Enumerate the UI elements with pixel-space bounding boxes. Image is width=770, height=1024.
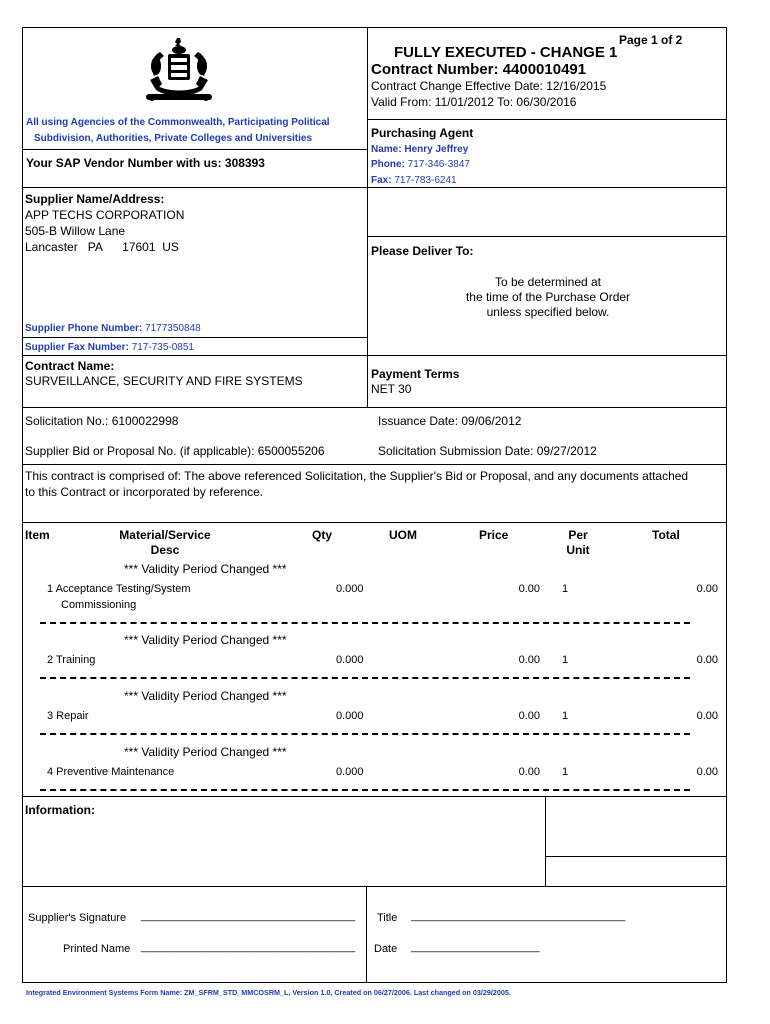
row-separator xyxy=(40,733,690,735)
column-divider xyxy=(545,796,546,886)
supplier-fax xyxy=(25,341,194,354)
title-label: Title xyxy=(377,912,398,924)
rule xyxy=(22,886,727,887)
col-header-uom: UOM xyxy=(389,528,417,542)
item-desc: 1 Acceptance Testing/System xyxy=(47,583,191,595)
item-total: 0.00 xyxy=(696,654,718,666)
item-desc-cont: Commissioning xyxy=(61,599,137,611)
signature-label: Supplier's Signature xyxy=(28,912,127,924)
contract-name-value: SURVEILLANCE, SECURITY AND FIRE SYSTEMS xyxy=(25,374,303,388)
supplier-phone xyxy=(25,322,201,335)
supplier-phone-value: 7177350848 xyxy=(145,323,201,334)
agencies-line-2: Subdivision, Authorities, Private Colleges and Universities xyxy=(34,133,313,144)
item-desc: 2 Training xyxy=(47,654,96,666)
column-divider xyxy=(366,886,367,983)
agent-name-value: Henry Jeffrey xyxy=(404,144,469,155)
rule xyxy=(22,464,727,465)
row-separator xyxy=(40,789,690,791)
supplier-phone-label: Supplier Phone Number: xyxy=(25,323,143,334)
purchasing-agent-heading: Purchasing Agent xyxy=(371,126,474,140)
title-field[interactable]: ___________________________________ xyxy=(411,910,626,922)
col-header-per-line-2: Unit xyxy=(566,543,590,557)
comprised-line-1: This contract is comprised of: The above referenced Solicitation, the Supplier's Bid or Proposal, and any documents attached xyxy=(25,469,689,483)
date-field[interactable]: _____________________ xyxy=(411,941,540,953)
printed-name-label: Printed Name xyxy=(63,943,131,955)
column-divider xyxy=(367,27,368,407)
agencies-line-1: All using Agencies of the Commonwealth, Participating Political xyxy=(26,117,330,128)
item-price: 0.00 xyxy=(518,654,540,666)
bid-number: Supplier Bid or Proposal No. (if applicable): 6500055206 xyxy=(25,444,325,458)
rule xyxy=(545,856,727,857)
page-indicator: Page 1 of 2 xyxy=(619,33,683,47)
rule xyxy=(22,187,727,188)
item-total: 0.00 xyxy=(696,710,718,722)
item-total: 0.00 xyxy=(696,583,718,595)
item-qty: 0.000 xyxy=(336,766,364,778)
item-note: *** Validity Period Changed *** xyxy=(124,745,287,759)
comprised-line-2: to this Contract or incorporated by reference. xyxy=(25,485,264,499)
col-header-per-line-1: Per xyxy=(568,528,588,542)
deliver-line-1: To be determined at xyxy=(494,275,602,289)
col-header-price: Price xyxy=(479,528,509,542)
supplier-name: APP TECHS CORPORATION xyxy=(25,208,185,222)
item-note: *** Validity Period Changed *** xyxy=(124,689,287,703)
supplier-heading: Supplier Name/Address: xyxy=(25,192,165,206)
issuance-date: Issuance Date: 09/06/2012 xyxy=(378,414,522,428)
document-title: FULLY EXECUTED - CHANGE 1 xyxy=(394,44,618,61)
col-header-item: Item xyxy=(25,528,50,542)
row-separator xyxy=(40,622,690,624)
item-per: 1 xyxy=(562,710,569,722)
commonwealth-seal-icon xyxy=(138,36,220,104)
rule xyxy=(22,522,727,523)
supplier-street: 505-B Willow Lane xyxy=(25,224,126,238)
col-header-total: Total xyxy=(652,528,680,542)
form-footer: Integrated Environment Systems Form Name: ZM_SFRM_STD_MMCOSRM_L, Version 1.0, Created on 06/27/2006. Last changed on 03/29/2005. xyxy=(26,988,511,997)
item-note: *** Validity Period Changed *** xyxy=(124,562,287,576)
rule xyxy=(22,337,367,338)
item-price: 0.00 xyxy=(518,766,540,778)
item-qty: 0.000 xyxy=(336,583,364,595)
deliver-line-2: the time of the Purchase Order xyxy=(465,290,631,304)
submission-date: Solicitation Submission Date: 09/27/2012 xyxy=(378,444,597,458)
supplier-city: Lancaster PA 17601 US xyxy=(25,240,179,254)
col-header-qty: Qty xyxy=(312,528,333,542)
payment-terms-heading: Payment Terms xyxy=(371,367,460,381)
solicitation-number: Solicitation No.: 6100022998 xyxy=(25,414,179,428)
date-label: Date xyxy=(374,943,398,955)
rule xyxy=(22,407,727,408)
rule xyxy=(22,355,727,356)
row-separator xyxy=(40,677,690,679)
col-header-material-line-2: Desc xyxy=(150,543,180,557)
contract-name-heading: Contract Name: xyxy=(25,359,115,373)
agent-fax xyxy=(371,174,457,187)
item-desc: 3 Repair xyxy=(47,710,89,722)
item-price: 0.00 xyxy=(518,710,540,722)
agent-phone-value: 717-346-3847 xyxy=(407,159,470,170)
item-qty: 0.000 xyxy=(336,710,364,722)
deliver-line-3: unless specified below. xyxy=(486,305,610,319)
valid-period: Valid From: 11/01/2012 To: 06/30/2016 xyxy=(371,95,577,109)
col-header-material xyxy=(110,528,220,558)
change-effective-date: Contract Change Effective Date: 12/16/2015 xyxy=(371,79,607,93)
rule xyxy=(367,236,727,237)
item-per: 1 xyxy=(562,583,569,595)
item-note: *** Validity Period Changed *** xyxy=(124,633,287,647)
rule xyxy=(22,796,727,797)
col-header-per-unit xyxy=(553,528,603,558)
item-desc: 4 Preventive Maintenance xyxy=(47,766,175,778)
printed-name-field[interactable]: ___________________________________ xyxy=(141,941,356,953)
deliver-heading: Please Deliver To: xyxy=(371,244,474,258)
payment-terms-value: NET 30 xyxy=(371,382,412,396)
agent-fax-label: Fax: xyxy=(371,175,392,186)
information-heading: Information: xyxy=(25,803,95,817)
agent-fax-value: 717-783-6241 xyxy=(394,175,457,186)
item-per: 1 xyxy=(562,654,569,666)
agent-phone-label: Phone: xyxy=(371,159,405,170)
item-total: 0.00 xyxy=(696,766,718,778)
item-qty: 0.000 xyxy=(336,654,364,666)
item-per: 1 xyxy=(562,766,569,778)
agent-phone xyxy=(371,158,470,171)
item-price: 0.00 xyxy=(518,583,540,595)
signature-field[interactable]: ___________________________________ xyxy=(141,910,356,922)
rule xyxy=(22,149,367,150)
vendor-number: Your SAP Vendor Number with us: 308393 xyxy=(26,156,265,170)
supplier-fax-label: Supplier Fax Number: xyxy=(25,342,129,353)
agent-name-label: Name: xyxy=(371,144,402,155)
contract-number: Contract Number: 4400010491 xyxy=(371,61,587,78)
rule xyxy=(367,119,727,120)
supplier-fax-value: 717-735-0851 xyxy=(131,342,194,353)
agent-name xyxy=(371,143,468,156)
col-header-material-line-1: Material/Service xyxy=(119,528,211,542)
